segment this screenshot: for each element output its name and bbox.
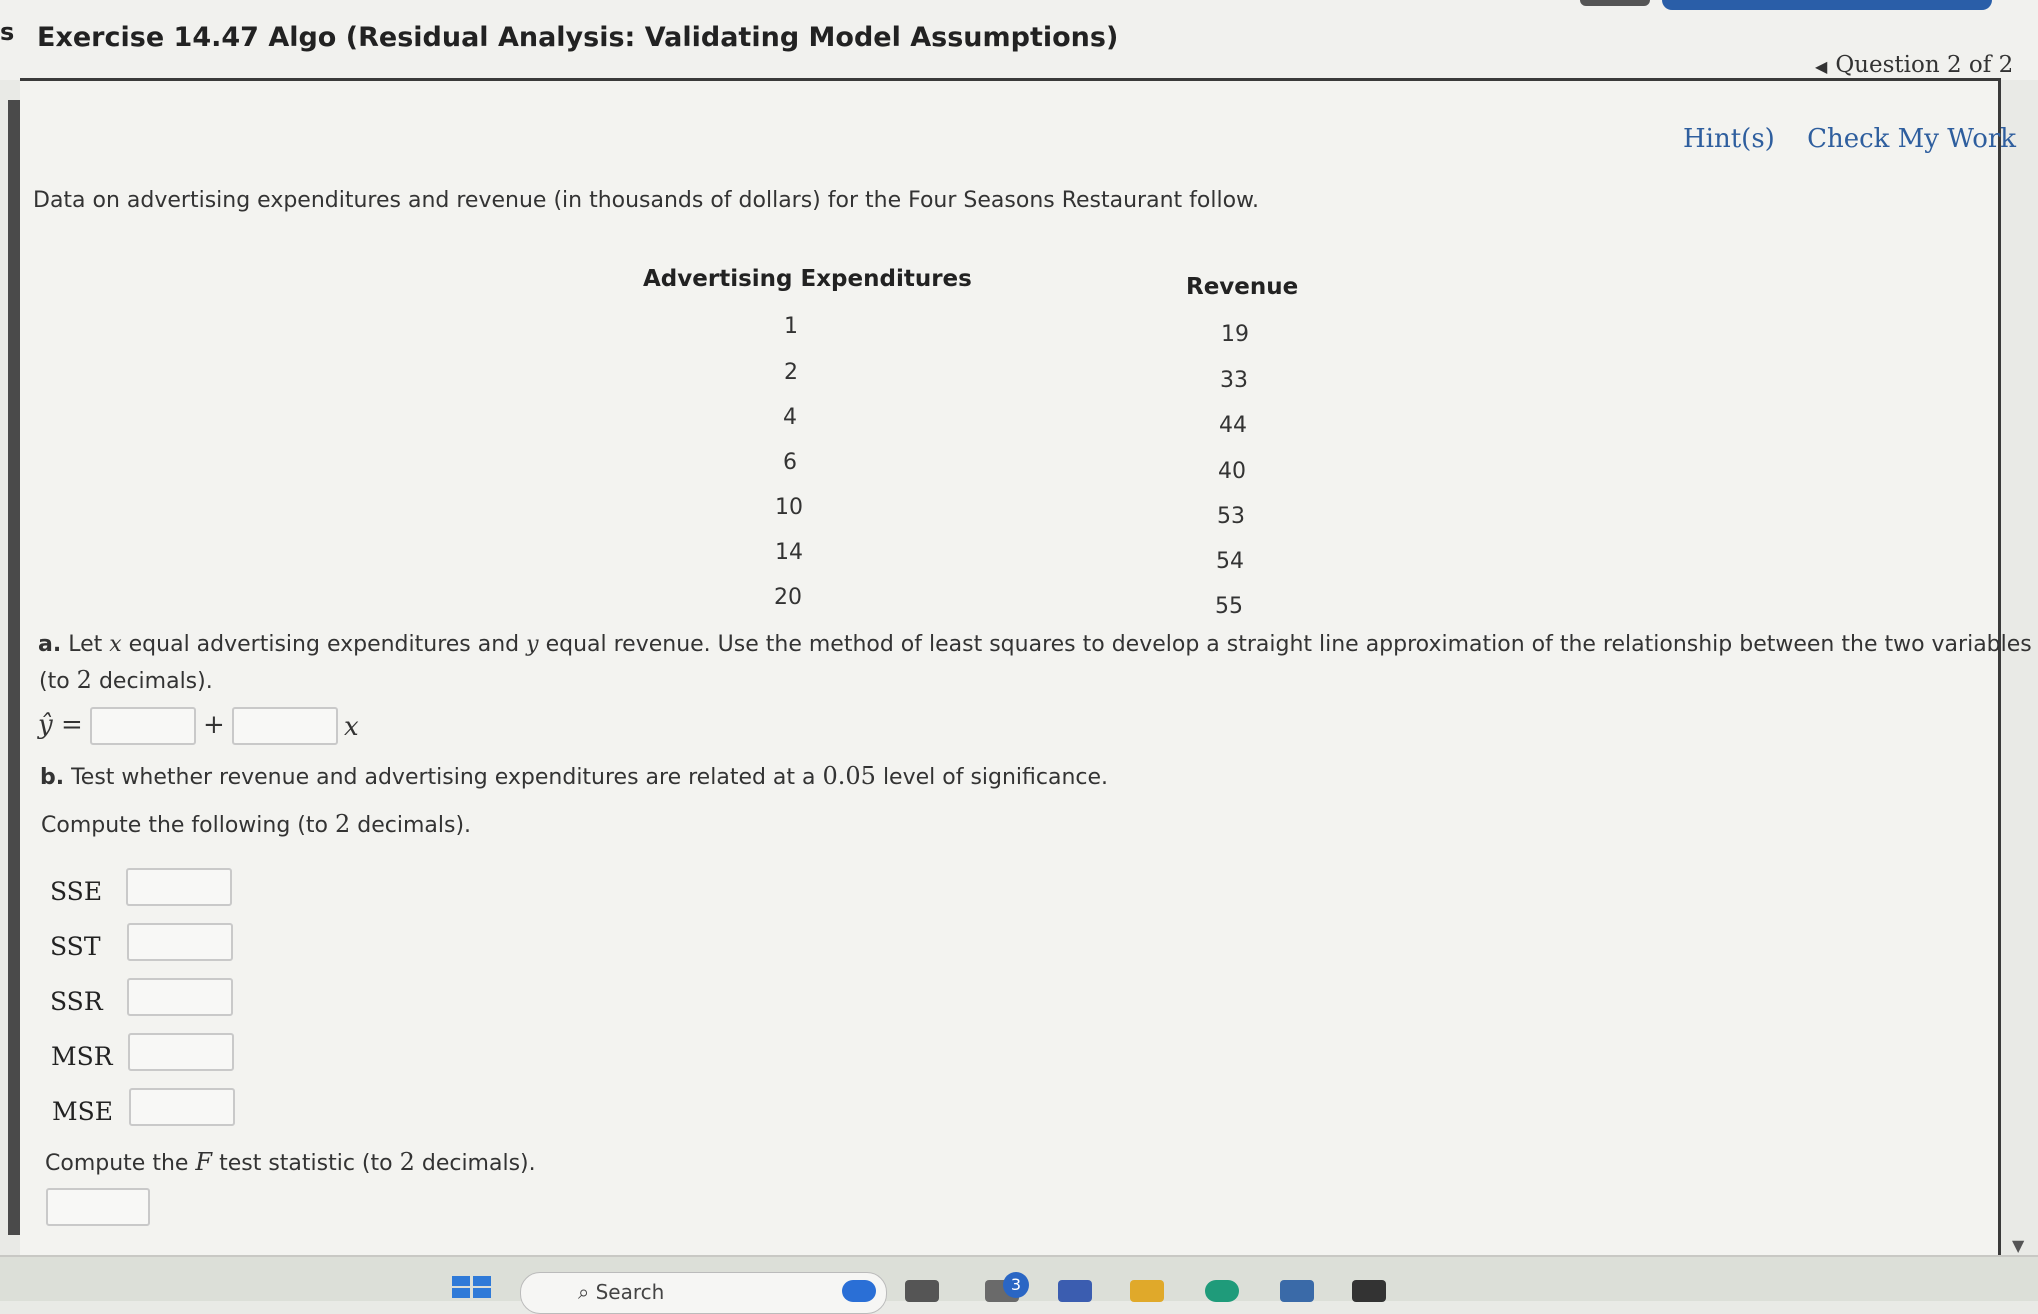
msr-label: MSR xyxy=(51,1042,113,1071)
ssr-label: SSR xyxy=(50,987,103,1016)
plus-sign: + xyxy=(203,710,225,740)
table-cell-y: 55 xyxy=(1215,594,1243,619)
sst-input[interactable] xyxy=(127,923,233,961)
table-cell-x: 14 xyxy=(775,540,803,565)
table-cell-y: 44 xyxy=(1219,413,1247,438)
part-a-label: a. xyxy=(38,632,62,657)
part-b-label: b. xyxy=(40,765,65,790)
caret-left-icon[interactable]: ◀ xyxy=(1815,57,1828,76)
top-primary-button[interactable] xyxy=(1662,0,1992,10)
table-cell-y: 19 xyxy=(1221,322,1249,347)
table-header-advertising: Advertising Expenditures xyxy=(643,266,972,292)
scroll-down-icon[interactable]: ▼ xyxy=(2012,1236,2025,1255)
table-cell-y: 54 xyxy=(1216,549,1244,574)
part-a-text: a. Let x equal advertising expenditures and y equal revenue. Use the method of least squares to develop a straight line approximation of the relationship between the two variables xyxy=(38,632,2032,657)
mse-input[interactable] xyxy=(129,1088,235,1126)
table-cell-y: 40 xyxy=(1218,459,1246,484)
help-links xyxy=(1683,124,2038,154)
x-variable-label: x xyxy=(344,712,359,742)
compute-instruction: Compute the following (to 2 decimals). xyxy=(41,810,472,838)
table-header-revenue: Revenue xyxy=(1186,274,1299,300)
table-cell-x: 4 xyxy=(783,405,797,430)
sst-label: SST xyxy=(50,932,101,961)
table-cell-x: 1 xyxy=(784,314,798,339)
hints-link[interactable]: Hint(s) xyxy=(1683,124,1775,154)
top-tab-button[interactable] xyxy=(1580,0,1650,6)
f-statistic-input[interactable] xyxy=(46,1188,150,1226)
y-hat-label: ŷ = xyxy=(38,710,83,740)
msr-input[interactable] xyxy=(128,1033,234,1071)
slope-input[interactable] xyxy=(232,707,338,745)
windows-start-icon[interactable] xyxy=(452,1276,492,1299)
notification-badge: 3 xyxy=(1003,1272,1029,1298)
ssr-input[interactable] xyxy=(127,978,233,1016)
table-cell-x: 20 xyxy=(774,585,802,610)
part-a-decimals-note: (to 2 decimals). xyxy=(39,666,213,694)
page-title: Exercise 14.47 Algo (Residual Analysis: Validating Model Assumptions) xyxy=(37,22,1119,53)
question-panel xyxy=(20,78,2001,1261)
tab-edge-text: s xyxy=(0,18,15,46)
mse-label: MSE xyxy=(52,1097,113,1126)
intro-text: Data on advertising expenditures and revenue (in thousands of dollars) for the Four Seasons Restaurant follow. xyxy=(33,188,1260,213)
table-cell-y: 53 xyxy=(1217,504,1245,529)
search-icon: ⌕ xyxy=(578,1280,590,1304)
intercept-input[interactable] xyxy=(90,707,196,745)
sse-label: SSE xyxy=(50,877,103,906)
table-cell-x: 10 xyxy=(775,495,803,520)
f-statistic-instruction: Compute the F test statistic (to 2 decimals). xyxy=(45,1148,536,1176)
question-nav[interactable] xyxy=(1815,52,2013,78)
table-cell-x: 2 xyxy=(784,360,798,385)
check-my-work-link[interactable]: Check My Work xyxy=(1807,124,2017,154)
taskbar-search-box[interactable] xyxy=(520,1272,887,1314)
question-nav-label: Question 2 of 2 xyxy=(1835,52,2014,78)
table-cell-x: 6 xyxy=(783,450,797,475)
taskbar-search[interactable]: ⌕ Search xyxy=(578,1280,665,1304)
sse-input[interactable] xyxy=(126,868,232,906)
table-cell-y: 33 xyxy=(1220,368,1248,393)
part-b-text: b. Test whether revenue and advertising expenditures are related at a 0.05 level of significance. xyxy=(40,762,1109,790)
